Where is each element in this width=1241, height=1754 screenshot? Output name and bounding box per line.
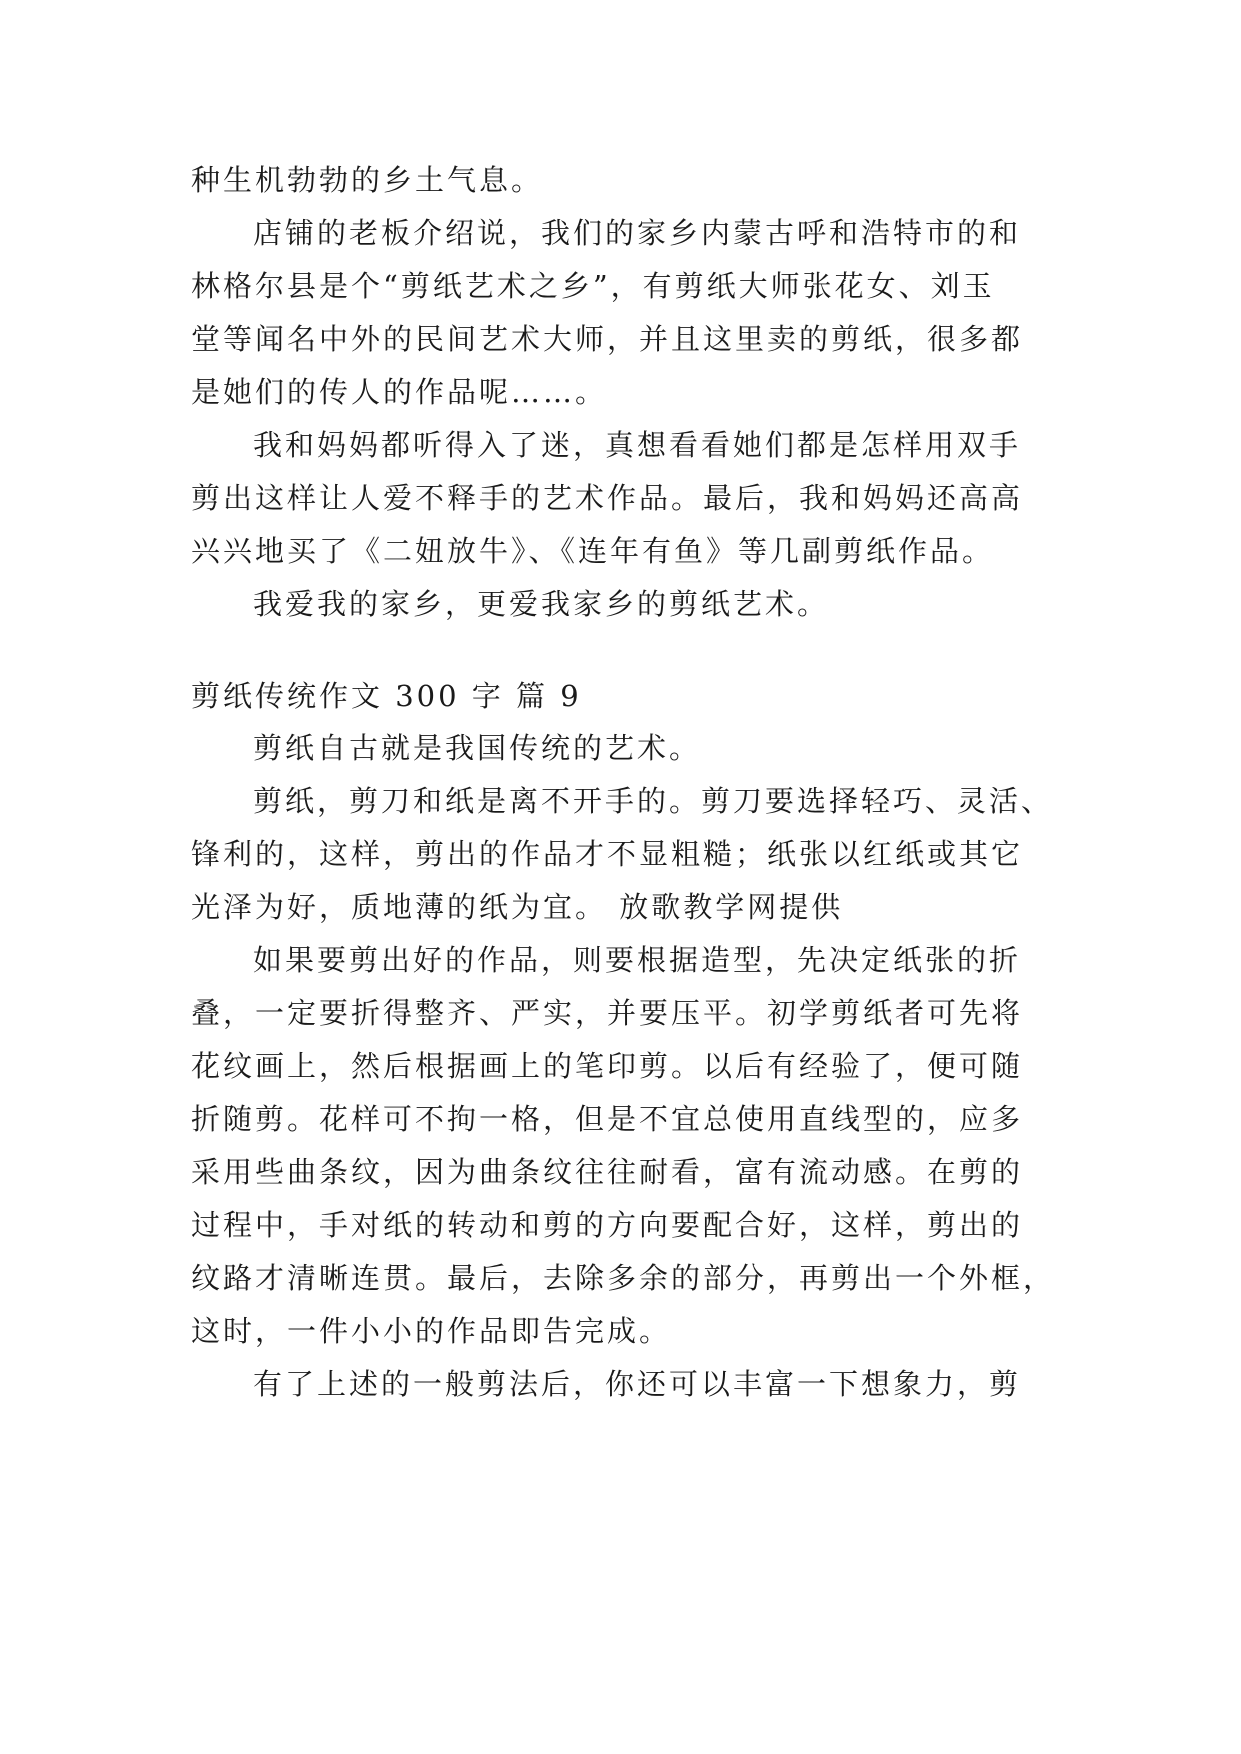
- paragraph-start-line: 剪纸，剪刀和纸是离不开手的。剪刀要选择轻巧、灵活、: [253, 784, 1054, 818]
- paragraph-start-line: 店铺的老板介绍说，我们的家乡内蒙古呼和浩特市的和: [253, 216, 1022, 250]
- paragraph-start-line: 我和妈妈都听得入了迷，真想看看她们都是怎样用双手: [253, 428, 1022, 462]
- paragraph-start-line: 剪纸自古就是我国传统的艺术。: [253, 731, 702, 765]
- paragraph-start-line: 有了上述的一般剪法后，你还可以丰富一下想象力，剪: [253, 1367, 1022, 1401]
- text-line: 采用些曲条纹，因为曲条纹往往耐看，富有流动感。在剪的: [191, 1155, 1024, 1189]
- text-line: 过程中，手对纸的转动和剪的方向要配合好，这样，剪出的: [191, 1208, 1024, 1242]
- text-line: 纹路才清晰连贯。最后，去除多余的部分，再剪出一个外框，: [191, 1261, 1056, 1295]
- text-line: 花纹画上，然后根据画上的笔印剪。以后有经验了，便可随: [191, 1049, 1024, 1083]
- paragraph-start-line: 我爱我的家乡，更爱我家乡的剪纸艺术。: [253, 587, 830, 621]
- text-line: 折随剪。花样可不拘一格，但是不宜总使用直线型的，应多: [191, 1102, 1024, 1136]
- text-line: 堂等闻名中外的民间艺术大师，并且这里卖的剪纸，很多都: [191, 322, 1024, 356]
- text-line: 光泽为好，质地薄的纸为宜。 放歌教学网提供: [191, 890, 844, 924]
- text-line: 叠，一定要折得整齐、严实，并要压平。初学剪纸者可先将: [191, 996, 1024, 1030]
- text-line: 这时，一件小小的作品即告完成。: [191, 1314, 672, 1348]
- text-line: 林格尔县是个“剪纸艺术之乡”，有剪纸大师张花女、刘玉: [191, 269, 995, 303]
- text-line: 兴兴地买了《二妞放牛》、《连年有鱼》等几副剪纸作品。: [191, 534, 995, 568]
- text-line: 剪出这样让人爱不释手的艺术作品。最后，我和妈妈还高高: [191, 481, 1024, 515]
- text-line: 种生机勃勃的乡土气息。: [191, 163, 544, 197]
- text-line: 锋利的，这样，剪出的作品才不显粗糙；纸张以红纸或其它: [191, 837, 1024, 871]
- paragraph-start-line: 如果要剪出好的作品，则要根据造型，先决定纸张的折: [253, 943, 1022, 977]
- text-line: 是她们的传人的作品呢……。: [191, 375, 608, 409]
- section-heading: 剪纸传统作文 300 字 篇 9: [191, 679, 582, 713]
